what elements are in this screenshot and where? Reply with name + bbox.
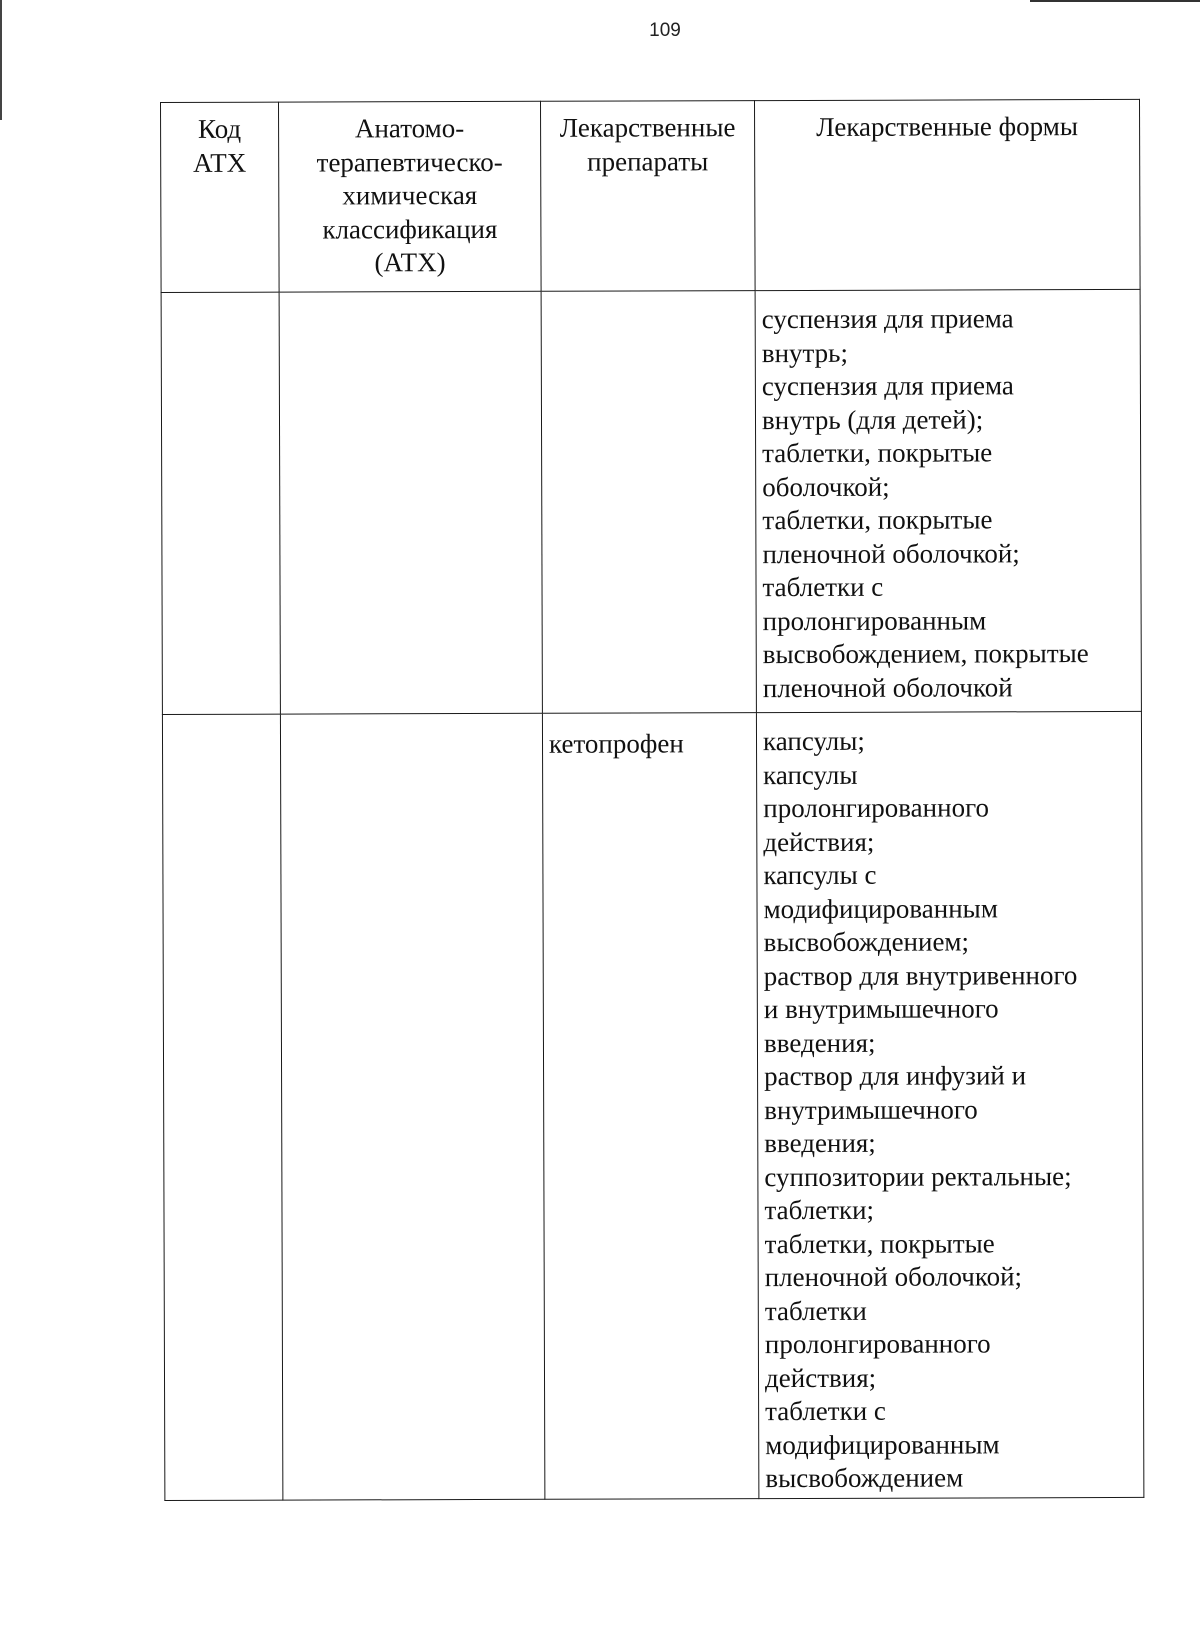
table-row bbox=[161, 289, 1141, 714]
cell-code bbox=[161, 292, 280, 714]
header-atc-code: Код АТХ bbox=[161, 102, 280, 292]
cell-dosage-forms: суспензия для приема внутрь; суспензия для приема внутрь (для детей); таблетки, покрытые оболочкой; таблетки, покрытые пленочной оболочкой; таблетки с пролонгированным высвобождением, покрытые пленочной оболочкой bbox=[755, 289, 1141, 712]
header-atc-classification: Анатомо- терапевтическо- химическая классификация (АТХ) bbox=[279, 101, 542, 292]
cell-atc bbox=[280, 713, 544, 1500]
header-dosage-forms: Лекарственные формы bbox=[754, 99, 1140, 290]
page-number: 109 bbox=[649, 20, 681, 41]
table-row bbox=[162, 711, 1143, 1500]
cell-drug: кетопрофен bbox=[542, 713, 758, 1500]
cell-dosage-forms: капсулы; капсулы пролонгированного действия; капсулы с модифицированным высвобождением; раствор для внутривенного и внутримышечного введения; раствор для инфузий и внутримышечного введения; суппозитории ректальные; таблетки; таблетки, покрытые пленочной оболочкой; таблетки пролонгированного действия; таблетки с модифицированным высвобождением bbox=[756, 711, 1143, 1498]
header-drugs: Лекарственные препараты bbox=[540, 101, 755, 292]
drug-classification-table bbox=[160, 99, 1144, 1501]
scan-edge-line bbox=[1030, 0, 1200, 2]
cell-atc bbox=[279, 291, 542, 714]
cell-drug bbox=[541, 291, 756, 714]
cell-code bbox=[162, 714, 282, 1500]
scan-edge-line bbox=[0, 0, 2, 120]
table-header-row bbox=[161, 99, 1141, 292]
